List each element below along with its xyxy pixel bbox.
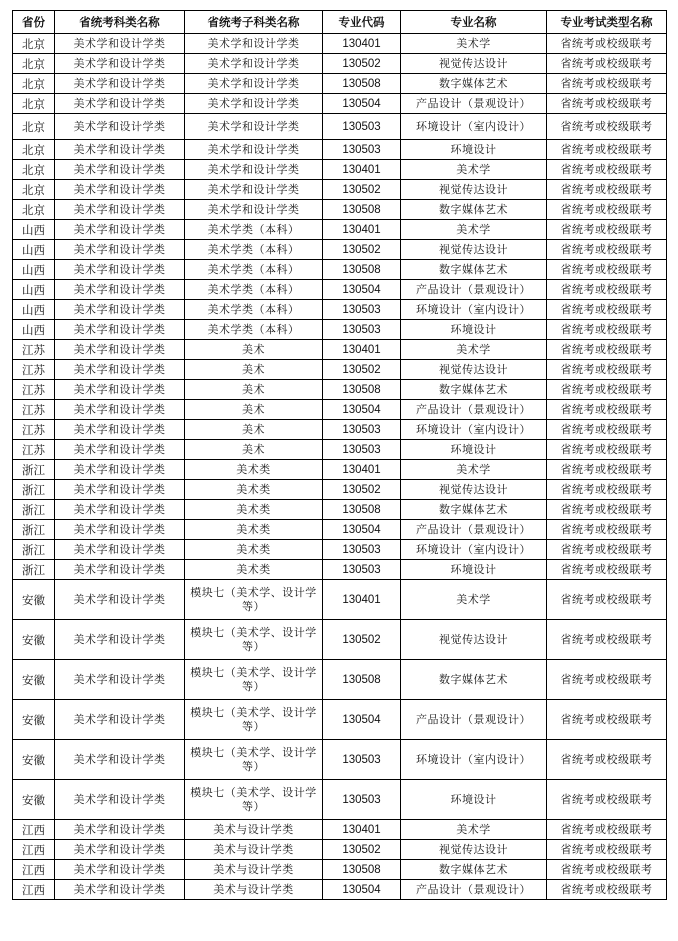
- table-row: [13, 340, 667, 360]
- cell-exam-type: 省统考或校级联考: [547, 580, 667, 620]
- cell-subcategory: 美术学和设计学类: [185, 140, 323, 160]
- cell-category: 美术学和设计学类: [55, 440, 185, 460]
- cell-major-name: 美术学: [401, 220, 547, 240]
- cell-exam-type: 省统考或校级联考: [547, 160, 667, 180]
- cell-province: 北京: [13, 160, 55, 180]
- cell-major-name: 数字媒体艺术: [401, 260, 547, 280]
- cell-major-code: 130401: [323, 460, 401, 480]
- cell-subcategory: 美术学和设计学类: [185, 74, 323, 94]
- cell-category: 美术学和设计学类: [55, 160, 185, 180]
- cell-exam-type: 省统考或校级联考: [547, 114, 667, 140]
- cell-category: 美术学和设计学类: [55, 820, 185, 840]
- cell-major-code: 130504: [323, 280, 401, 300]
- cell-province: 江西: [13, 840, 55, 860]
- cell-exam-type: 省统考或校级联考: [547, 34, 667, 54]
- cell-province: 江西: [13, 880, 55, 900]
- cell-province: 山西: [13, 280, 55, 300]
- cell-exam-type: 省统考或校级联考: [547, 560, 667, 580]
- cell-subcategory: 模块七（美术学、设计学等）: [185, 620, 323, 660]
- cell-major-code: 130504: [323, 400, 401, 420]
- cell-major-code: 130401: [323, 160, 401, 180]
- table-row: [13, 114, 667, 140]
- cell-exam-type: 省统考或校级联考: [547, 200, 667, 220]
- cell-category: 美术学和设计学类: [55, 740, 185, 780]
- cell-province: 浙江: [13, 460, 55, 480]
- cell-major-name: 数字媒体艺术: [401, 500, 547, 520]
- cell-major-name: 视觉传达设计: [401, 180, 547, 200]
- cell-category: 美术学和设计学类: [55, 780, 185, 820]
- cell-major-code: 130503: [323, 780, 401, 820]
- cell-category: 美术学和设计学类: [55, 700, 185, 740]
- table-row: [13, 520, 667, 540]
- cell-exam-type: 省统考或校级联考: [547, 240, 667, 260]
- cell-province: 浙江: [13, 540, 55, 560]
- cell-subcategory: 模块七（美术学、设计学等）: [185, 740, 323, 780]
- cell-major-name: 视觉传达设计: [401, 480, 547, 500]
- cell-major-name: 美术学: [401, 34, 547, 54]
- cell-category: 美术学和设计学类: [55, 460, 185, 480]
- cell-exam-type: 省统考或校级联考: [547, 280, 667, 300]
- cell-exam-type: 省统考或校级联考: [547, 540, 667, 560]
- table-header-row: [13, 11, 667, 34]
- table-row: [13, 160, 667, 180]
- cell-exam-type: 省统考或校级联考: [547, 460, 667, 480]
- cell-exam-type: 省统考或校级联考: [547, 740, 667, 780]
- cell-subcategory: 美术与设计学类: [185, 880, 323, 900]
- cell-category: 美术学和设计学类: [55, 240, 185, 260]
- cell-exam-type: 省统考或校级联考: [547, 74, 667, 94]
- table-row: [13, 74, 667, 94]
- cell-exam-type: 省统考或校级联考: [547, 500, 667, 520]
- cell-major-name: 产品设计（景观设计）: [401, 94, 547, 114]
- cell-major-name: 环境设计（室内设计）: [401, 540, 547, 560]
- cell-major-code: 130508: [323, 200, 401, 220]
- cell-major-code: 130504: [323, 94, 401, 114]
- cell-exam-type: 省统考或校级联考: [547, 780, 667, 820]
- cell-category: 美术学和设计学类: [55, 500, 185, 520]
- table-row: [13, 480, 667, 500]
- cell-exam-type: 省统考或校级联考: [547, 620, 667, 660]
- cell-category: 美术学和设计学类: [55, 620, 185, 660]
- cell-province: 江西: [13, 860, 55, 880]
- cell-subcategory: 美术学类（本科）: [185, 260, 323, 280]
- cell-category: 美术学和设计学类: [55, 34, 185, 54]
- cell-category: 美术学和设计学类: [55, 480, 185, 500]
- cell-subcategory: 美术学和设计学类: [185, 160, 323, 180]
- header-major-name: 专业名称: [401, 11, 547, 34]
- cell-subcategory: 美术学和设计学类: [185, 180, 323, 200]
- cell-major-code: 130401: [323, 220, 401, 240]
- cell-subcategory: 美术: [185, 340, 323, 360]
- cell-major-code: 130503: [323, 300, 401, 320]
- header-category: 省统考科类名称: [55, 11, 185, 34]
- cell-category: 美术学和设计学类: [55, 74, 185, 94]
- cell-major-code: 130508: [323, 260, 401, 280]
- cell-province: 山西: [13, 300, 55, 320]
- cell-category: 美术学和设计学类: [55, 400, 185, 420]
- cell-subcategory: 美术类: [185, 540, 323, 560]
- table-row: [13, 820, 667, 840]
- cell-province: 江苏: [13, 440, 55, 460]
- cell-major-name: 环境设计（室内设计）: [401, 300, 547, 320]
- table-row: [13, 880, 667, 900]
- cell-subcategory: 美术与设计学类: [185, 860, 323, 880]
- cell-exam-type: 省统考或校级联考: [547, 880, 667, 900]
- table-row: [13, 54, 667, 74]
- cell-exam-type: 省统考或校级联考: [547, 340, 667, 360]
- cell-province: 安徽: [13, 620, 55, 660]
- cell-province: 北京: [13, 34, 55, 54]
- table-row: [13, 280, 667, 300]
- cell-province: 北京: [13, 140, 55, 160]
- cell-category: 美术学和设计学类: [55, 880, 185, 900]
- cell-major-code: 130508: [323, 500, 401, 520]
- cell-province: 安徽: [13, 580, 55, 620]
- cell-major-name: 产品设计（景观设计）: [401, 700, 547, 740]
- cell-exam-type: 省统考或校级联考: [547, 700, 667, 740]
- cell-subcategory: 美术学类（本科）: [185, 320, 323, 340]
- cell-major-code: 130503: [323, 560, 401, 580]
- cell-category: 美术学和设计学类: [55, 840, 185, 860]
- cell-major-code: 130502: [323, 480, 401, 500]
- cell-province: 浙江: [13, 560, 55, 580]
- cell-subcategory: 美术类: [185, 460, 323, 480]
- cell-subcategory: 美术与设计学类: [185, 820, 323, 840]
- cell-major-code: 130508: [323, 860, 401, 880]
- table-row: [13, 660, 667, 700]
- header-major-code: 专业代码: [323, 11, 401, 34]
- table-row: [13, 300, 667, 320]
- cell-major-code: 130503: [323, 540, 401, 560]
- cell-category: 美术学和设计学类: [55, 200, 185, 220]
- cell-exam-type: 省统考或校级联考: [547, 440, 667, 460]
- table-row: [13, 500, 667, 520]
- cell-exam-type: 省统考或校级联考: [547, 660, 667, 700]
- cell-category: 美术学和设计学类: [55, 420, 185, 440]
- cell-province: 北京: [13, 94, 55, 114]
- cell-subcategory: 美术学类（本科）: [185, 300, 323, 320]
- cell-subcategory: 美术学和设计学类: [185, 200, 323, 220]
- cell-major-name: 产品设计（景观设计）: [401, 280, 547, 300]
- cell-exam-type: 省统考或校级联考: [547, 820, 667, 840]
- cell-major-code: 130502: [323, 180, 401, 200]
- cell-province: 安徽: [13, 780, 55, 820]
- cell-subcategory: 模块七（美术学、设计学等）: [185, 780, 323, 820]
- cell-province: 江苏: [13, 380, 55, 400]
- cell-major-name: 视觉传达设计: [401, 54, 547, 74]
- table-row: [13, 860, 667, 880]
- table-row: [13, 260, 667, 280]
- cell-province: 浙江: [13, 520, 55, 540]
- table-row: [13, 240, 667, 260]
- cell-province: 北京: [13, 74, 55, 94]
- header-province: 省份: [13, 11, 55, 34]
- cell-exam-type: 省统考或校级联考: [547, 400, 667, 420]
- cell-category: 美术学和设计学类: [55, 114, 185, 140]
- cell-subcategory: 美术类: [185, 520, 323, 540]
- cell-major-name: 产品设计（景观设计）: [401, 400, 547, 420]
- table-row: [13, 620, 667, 660]
- cell-province: 山西: [13, 260, 55, 280]
- cell-major-name: 环境设计: [401, 320, 547, 340]
- cell-province: 安徽: [13, 740, 55, 780]
- cell-exam-type: 省统考或校级联考: [547, 94, 667, 114]
- cell-category: 美术学和设计学类: [55, 54, 185, 74]
- cell-subcategory: 美术: [185, 400, 323, 420]
- cell-major-name: 产品设计（景观设计）: [401, 880, 547, 900]
- cell-major-code: 130502: [323, 360, 401, 380]
- cell-major-code: 130401: [323, 340, 401, 360]
- cell-major-code: 130502: [323, 840, 401, 860]
- cell-exam-type: 省统考或校级联考: [547, 520, 667, 540]
- cell-major-code: 130504: [323, 700, 401, 740]
- cell-exam-type: 省统考或校级联考: [547, 480, 667, 500]
- cell-subcategory: 美术学和设计学类: [185, 114, 323, 140]
- cell-province: 北京: [13, 180, 55, 200]
- cell-major-name: 美术学: [401, 160, 547, 180]
- cell-major-name: 数字媒体艺术: [401, 660, 547, 700]
- cell-subcategory: 美术: [185, 380, 323, 400]
- cell-subcategory: 模块七（美术学、设计学等）: [185, 580, 323, 620]
- cell-major-name: 数字媒体艺术: [401, 74, 547, 94]
- cell-exam-type: 省统考或校级联考: [547, 54, 667, 74]
- cell-subcategory: 美术类: [185, 480, 323, 500]
- cell-category: 美术学和设计学类: [55, 520, 185, 540]
- cell-major-name: 美术学: [401, 340, 547, 360]
- cell-category: 美术学和设计学类: [55, 260, 185, 280]
- cell-major-code: 130503: [323, 320, 401, 340]
- table-row: [13, 740, 667, 780]
- cell-province: 江苏: [13, 340, 55, 360]
- cell-province: 安徽: [13, 660, 55, 700]
- cell-subcategory: 美术与设计学类: [185, 840, 323, 860]
- cell-exam-type: 省统考或校级联考: [547, 420, 667, 440]
- cell-subcategory: 模块七（美术学、设计学等）: [185, 700, 323, 740]
- header-exam-type: 专业考试类型名称: [547, 11, 667, 34]
- cell-exam-type: 省统考或校级联考: [547, 320, 667, 340]
- cell-subcategory: 美术: [185, 420, 323, 440]
- cell-major-name: 视觉传达设计: [401, 840, 547, 860]
- table-row: [13, 540, 667, 560]
- cell-category: 美术学和设计学类: [55, 360, 185, 380]
- cell-major-name: 数字媒体艺术: [401, 860, 547, 880]
- cell-major-name: 环境设计: [401, 440, 547, 460]
- cell-province: 浙江: [13, 500, 55, 520]
- table-row: [13, 580, 667, 620]
- table-row: [13, 320, 667, 340]
- cell-major-name: 美术学: [401, 580, 547, 620]
- cell-major-code: 130508: [323, 380, 401, 400]
- cell-subcategory: 美术类: [185, 560, 323, 580]
- cell-province: 北京: [13, 54, 55, 74]
- cell-major-code: 130401: [323, 820, 401, 840]
- cell-subcategory: 美术: [185, 360, 323, 380]
- admissions-table: [12, 10, 667, 900]
- cell-major-code: 130401: [323, 580, 401, 620]
- cell-exam-type: 省统考或校级联考: [547, 380, 667, 400]
- cell-major-name: 美术学: [401, 460, 547, 480]
- cell-province: 江苏: [13, 400, 55, 420]
- cell-major-name: 环境设计（室内设计）: [401, 420, 547, 440]
- cell-subcategory: 模块七（美术学、设计学等）: [185, 660, 323, 700]
- cell-major-code: 130503: [323, 440, 401, 460]
- header-subcategory: 省统考子科类名称: [185, 11, 323, 34]
- table-row: [13, 140, 667, 160]
- cell-major-name: 环境设计: [401, 560, 547, 580]
- cell-category: 美术学和设计学类: [55, 580, 185, 620]
- cell-exam-type: 省统考或校级联考: [547, 360, 667, 380]
- cell-exam-type: 省统考或校级联考: [547, 260, 667, 280]
- cell-subcategory: 美术学和设计学类: [185, 34, 323, 54]
- table-row: [13, 200, 667, 220]
- cell-category: 美术学和设计学类: [55, 220, 185, 240]
- cell-major-name: 数字媒体艺术: [401, 380, 547, 400]
- cell-province: 北京: [13, 200, 55, 220]
- cell-category: 美术学和设计学类: [55, 180, 185, 200]
- table-row: [13, 380, 667, 400]
- cell-province: 浙江: [13, 480, 55, 500]
- cell-major-name: 美术学: [401, 820, 547, 840]
- cell-subcategory: 美术类: [185, 500, 323, 520]
- cell-subcategory: 美术学类（本科）: [185, 220, 323, 240]
- cell-subcategory: 美术学类（本科）: [185, 280, 323, 300]
- cell-major-code: 130508: [323, 74, 401, 94]
- table-row: [13, 420, 667, 440]
- cell-province: 山西: [13, 220, 55, 240]
- cell-major-name: 环境设计: [401, 140, 547, 160]
- table-row: [13, 34, 667, 54]
- cell-province: 江苏: [13, 360, 55, 380]
- cell-category: 美术学和设计学类: [55, 860, 185, 880]
- cell-major-code: 130503: [323, 140, 401, 160]
- table-row: [13, 460, 667, 480]
- cell-major-code: 130502: [323, 620, 401, 660]
- cell-major-code: 130503: [323, 114, 401, 140]
- cell-category: 美术学和设计学类: [55, 380, 185, 400]
- cell-subcategory: 美术: [185, 440, 323, 460]
- cell-major-name: 视觉传达设计: [401, 620, 547, 660]
- cell-province: 北京: [13, 114, 55, 140]
- cell-major-name: 数字媒体艺术: [401, 200, 547, 220]
- cell-category: 美术学和设计学类: [55, 94, 185, 114]
- cell-major-code: 130401: [323, 34, 401, 54]
- cell-major-name: 视觉传达设计: [401, 360, 547, 380]
- cell-major-code: 130503: [323, 740, 401, 780]
- cell-major-name: 环境设计（室内设计）: [401, 114, 547, 140]
- cell-major-name: 环境设计（室内设计）: [401, 740, 547, 780]
- cell-category: 美术学和设计学类: [55, 340, 185, 360]
- cell-category: 美术学和设计学类: [55, 560, 185, 580]
- cell-major-code: 130508: [323, 660, 401, 700]
- table-row: [13, 400, 667, 420]
- table-row: [13, 700, 667, 740]
- cell-province: 江苏: [13, 420, 55, 440]
- cell-province: 安徽: [13, 700, 55, 740]
- cell-province: 江西: [13, 820, 55, 840]
- cell-province: 山西: [13, 240, 55, 260]
- table-row: [13, 220, 667, 240]
- cell-exam-type: 省统考或校级联考: [547, 180, 667, 200]
- table-row: [13, 780, 667, 820]
- cell-major-code: 130504: [323, 880, 401, 900]
- cell-category: 美术学和设计学类: [55, 320, 185, 340]
- cell-subcategory: 美术学和设计学类: [185, 94, 323, 114]
- cell-major-name: 产品设计（景观设计）: [401, 520, 547, 540]
- cell-category: 美术学和设计学类: [55, 280, 185, 300]
- cell-major-code: 130503: [323, 420, 401, 440]
- cell-major-code: 130502: [323, 54, 401, 74]
- cell-category: 美术学和设计学类: [55, 660, 185, 700]
- cell-major-name: 视觉传达设计: [401, 240, 547, 260]
- cell-exam-type: 省统考或校级联考: [547, 140, 667, 160]
- table-row: [13, 360, 667, 380]
- cell-exam-type: 省统考或校级联考: [547, 840, 667, 860]
- cell-major-name: 环境设计: [401, 780, 547, 820]
- cell-major-code: 130502: [323, 240, 401, 260]
- cell-category: 美术学和设计学类: [55, 540, 185, 560]
- cell-major-code: 130504: [323, 520, 401, 540]
- cell-province: 山西: [13, 320, 55, 340]
- cell-category: 美术学和设计学类: [55, 300, 185, 320]
- cell-exam-type: 省统考或校级联考: [547, 220, 667, 240]
- cell-subcategory: 美术学和设计学类: [185, 54, 323, 74]
- table-row: [13, 180, 667, 200]
- cell-category: 美术学和设计学类: [55, 140, 185, 160]
- cell-subcategory: 美术学类（本科）: [185, 240, 323, 260]
- table-row: [13, 560, 667, 580]
- cell-exam-type: 省统考或校级联考: [547, 860, 667, 880]
- cell-exam-type: 省统考或校级联考: [547, 300, 667, 320]
- table-row: [13, 840, 667, 860]
- table-row: [13, 440, 667, 460]
- table-row: [13, 94, 667, 114]
